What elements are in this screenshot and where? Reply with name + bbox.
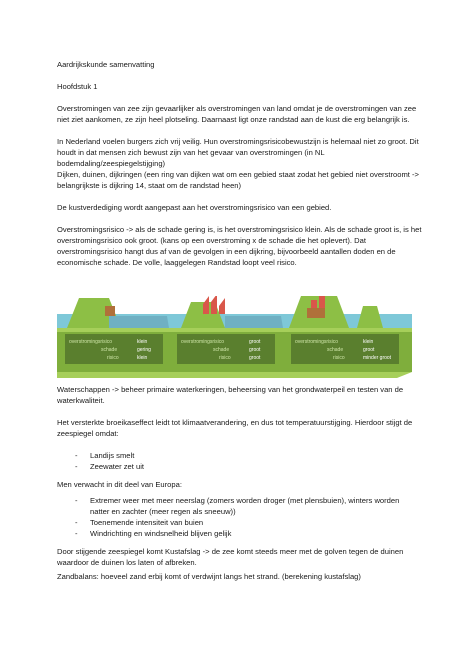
panel1-risk2-label: risico — [107, 355, 119, 361]
bullet-item-3: Windrichting en windsnelheid blijven gelijk — [90, 529, 232, 538]
panel2-risk2-value: groot — [249, 355, 261, 361]
bullet-marker: - — [75, 529, 78, 538]
chapter-heading: Hoofdstuk 1 — [57, 82, 98, 91]
bullet-marker: - — [75, 496, 78, 505]
house-1 — [105, 306, 115, 316]
bullet-marker: - — [75, 518, 78, 527]
panel3-damage-value: groot — [363, 347, 375, 353]
panel1-damage-value: gering — [137, 347, 151, 353]
panel2-risk-value: groot — [249, 339, 261, 345]
house-2 — [307, 308, 325, 318]
tower-3 — [219, 298, 225, 314]
panel3-risk2-label: risico — [333, 355, 345, 361]
paragraph-sea-floods: Overstromingen van zee zijn gevaarlijker als overstromingen van land omdat je de overstromingen van zee niet ziet aankomen, ze zijn heel plotseling. Daarnaast ligt onze randstad aan de kust die erg belangrijk is. — [57, 104, 417, 124]
bullet-item-2: Toenemende intensiteit van buien — [90, 518, 204, 527]
panel2-damage-value: groot — [249, 347, 261, 353]
paragraph-coastal-defense: De kustverdediging wordt aangepast aan het overstromingsrisico van een gebied. — [57, 203, 332, 212]
flood-risk-figure — [57, 296, 412, 378]
dike-4 — [357, 306, 383, 328]
paragraph-coastal-erosion: Door stijgende zeespiegel komt Kustafslag -> de zee komt steeds meer met de golven tegen de duinen waardoor de duinen los laten of afbreken. — [57, 547, 404, 567]
panel3-damage-label: schade — [327, 347, 344, 353]
panel2-damage-label: schade — [213, 347, 230, 353]
flood-risk-illustration — [57, 296, 412, 378]
dash-marker: - — [75, 451, 78, 460]
dash-marker: - — [75, 462, 78, 471]
panel3-risk-label: overstromingsrisico — [295, 339, 339, 345]
paragraph-greenhouse-effect: Het versterkte broeikaseffect leidt tot klimaatverandering, en dus tot temperatuurstijging. Hierdoor stijgt de zeespiegel omdat: — [57, 418, 413, 438]
panel2-risk-label: overstromingsrisico — [181, 339, 225, 345]
tower-2 — [211, 296, 217, 314]
paragraph-water-boards: Waterschappen -> beheer primaire waterkeringen, beheersing van het grondwaterpeil en testen van de waterkwaliteit. — [57, 385, 404, 405]
panel1-damage-label: schade — [101, 347, 118, 353]
document-title: Aardrijkskunde samenvatting — [57, 60, 155, 69]
panel1-risk-value: klein — [137, 339, 148, 345]
paragraph-flood-risk: Overstromingsrisico -> als de schade gering is, is het overstromingsrisico klein. Als de schade groot is, is het overstromingsrisico ook groot. (kans op een overstroming x de schade die het oplevert). Dat overstromingsrisico hangt dus af van de gevolgen in een dijkring, bijvoorbeeld aantallen doden en de economische schade. De volle, laaggelegen Randstad loopt veel risico. — [57, 225, 422, 267]
paragraph-risk-awareness: In Nederland voelen burgers zich vrij veilig. Hun overstromingsrisicobewustzijn is helemaal niet zo groot. Dit houdt in dat mensen zich bewust zijn van het gevaar van overstromingen (in NL bodemdaling/zeespiegelstijging) — [57, 137, 419, 168]
tower-1 — [203, 296, 209, 314]
dash-item-2: Zeewater zet uit — [90, 462, 145, 471]
polder-water-1 — [109, 316, 169, 328]
paragraph-sand-balance: Zandbalans: hoeveel zand erbij komt of verdwijnt langs het strand. (berekening kustafslag) — [57, 572, 361, 581]
paragraph-expectation: Men verwacht in dit deel van Europa: — [57, 480, 182, 489]
panel3-risk2-value: minder groot — [363, 355, 392, 361]
paragraph-dikes: Dijken, duinen, dijkringen (een ring van dijken wat om een gebied staat zodat het gebied niet overstroomt -> belangrijkste is dijkring 14, staat om de randstad heen) — [57, 170, 419, 190]
bullet-item-1: Extremer weer met meer neerslag (zomers worden droger (met plensbuien), winters worden natter en zachter (meer regen als sneeuw)) — [90, 496, 400, 516]
polder-water-2 — [225, 316, 283, 328]
panel2-risk2-label: risico — [219, 355, 231, 361]
dash-item-1: Landijs smelt — [90, 451, 135, 460]
panel3-risk-value: klein — [363, 339, 374, 345]
panel1-risk-label: overstromingsrisico — [69, 339, 113, 345]
panel1-risk2-value: klein — [137, 355, 148, 361]
